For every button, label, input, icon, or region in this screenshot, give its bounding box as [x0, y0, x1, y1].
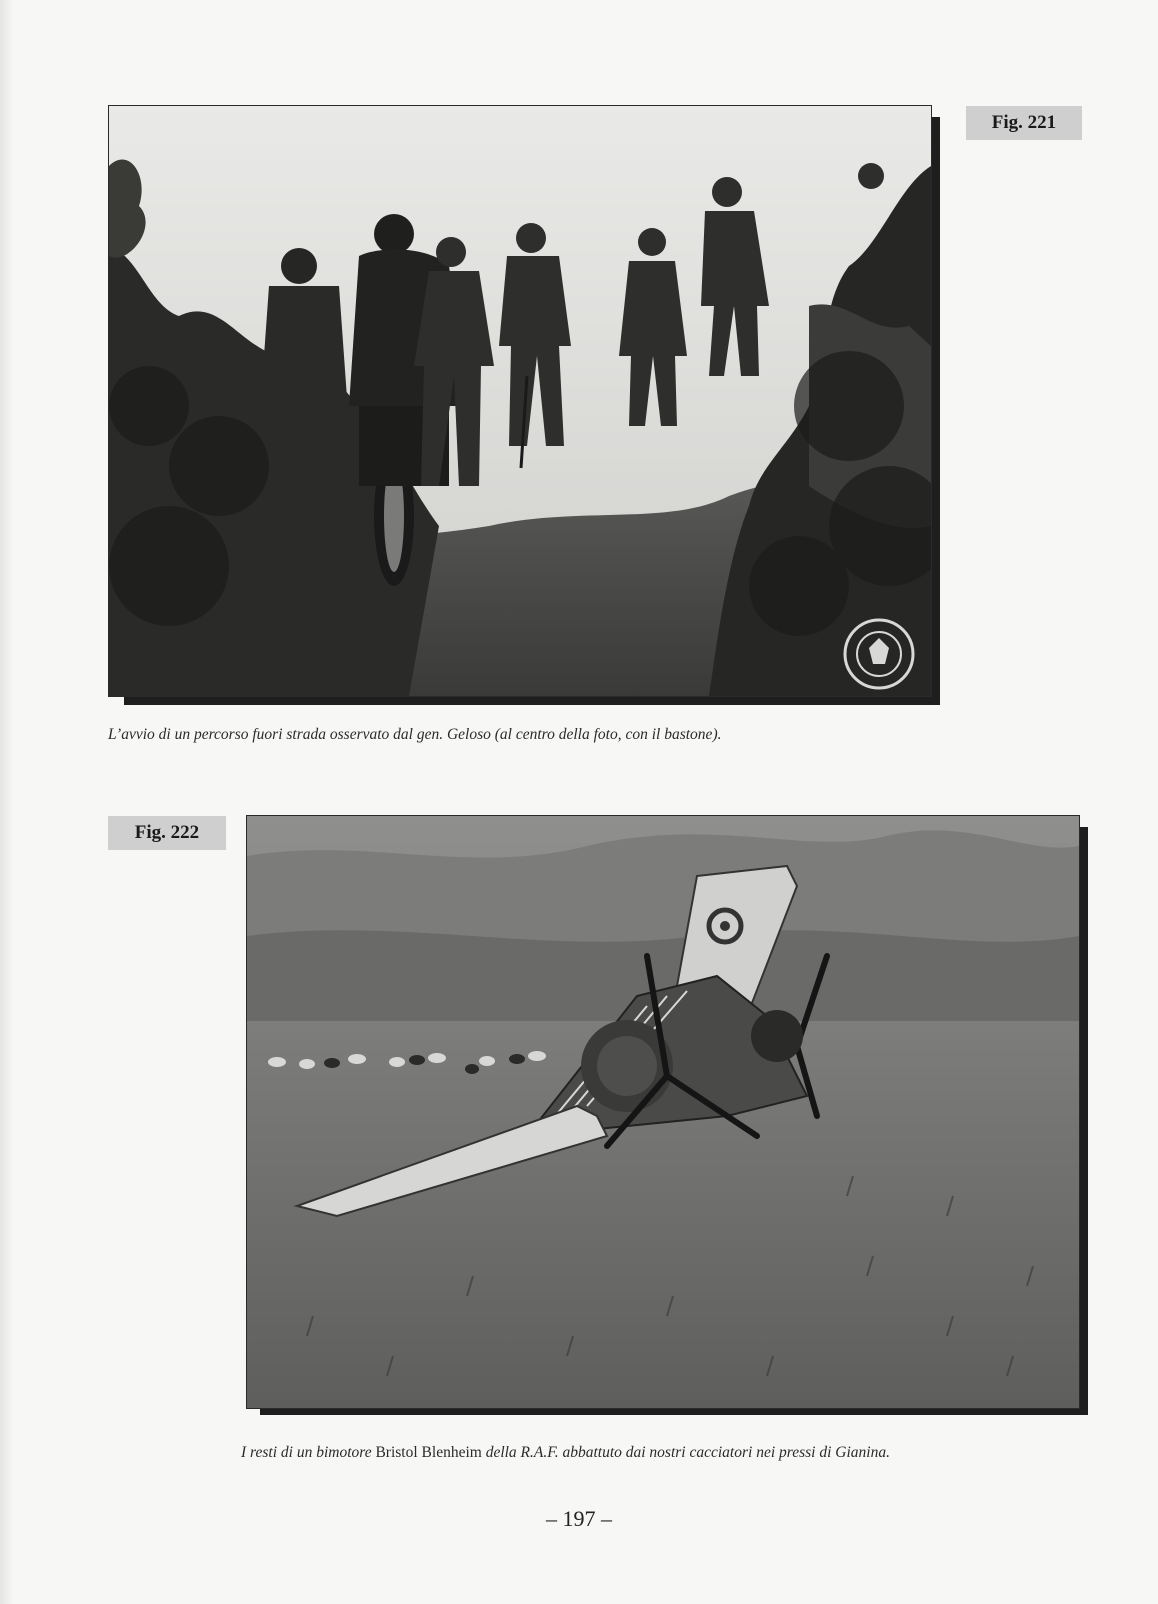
caption-part: I resti di un bimotore — [241, 1444, 376, 1461]
photo-offroad-inspection — [108, 105, 932, 697]
page-number: – 197 – — [546, 1506, 612, 1531]
aircraft-name: Bristol Blenheim — [375, 1444, 482, 1461]
figure-221-caption: L’avvio di un percorso fuori strada osservato dal gen. Geloso (al centro della foto, con il bastone). — [108, 726, 722, 743]
caption-part: della R.A.F. abbattuto dai nostri cacciatori nei pressi di Gianina. — [481, 1444, 890, 1461]
photo-crashed-bristol-blenheim — [246, 815, 1080, 1409]
figure-221 — [108, 105, 940, 705]
figure-222 — [246, 815, 1088, 1415]
page-gutter — [0, 0, 14, 1604]
figure-label-222: Fig. 222 — [108, 816, 226, 850]
figure-label-221: Fig. 221 — [966, 106, 1082, 140]
figure-222-caption — [241, 1444, 890, 1462]
